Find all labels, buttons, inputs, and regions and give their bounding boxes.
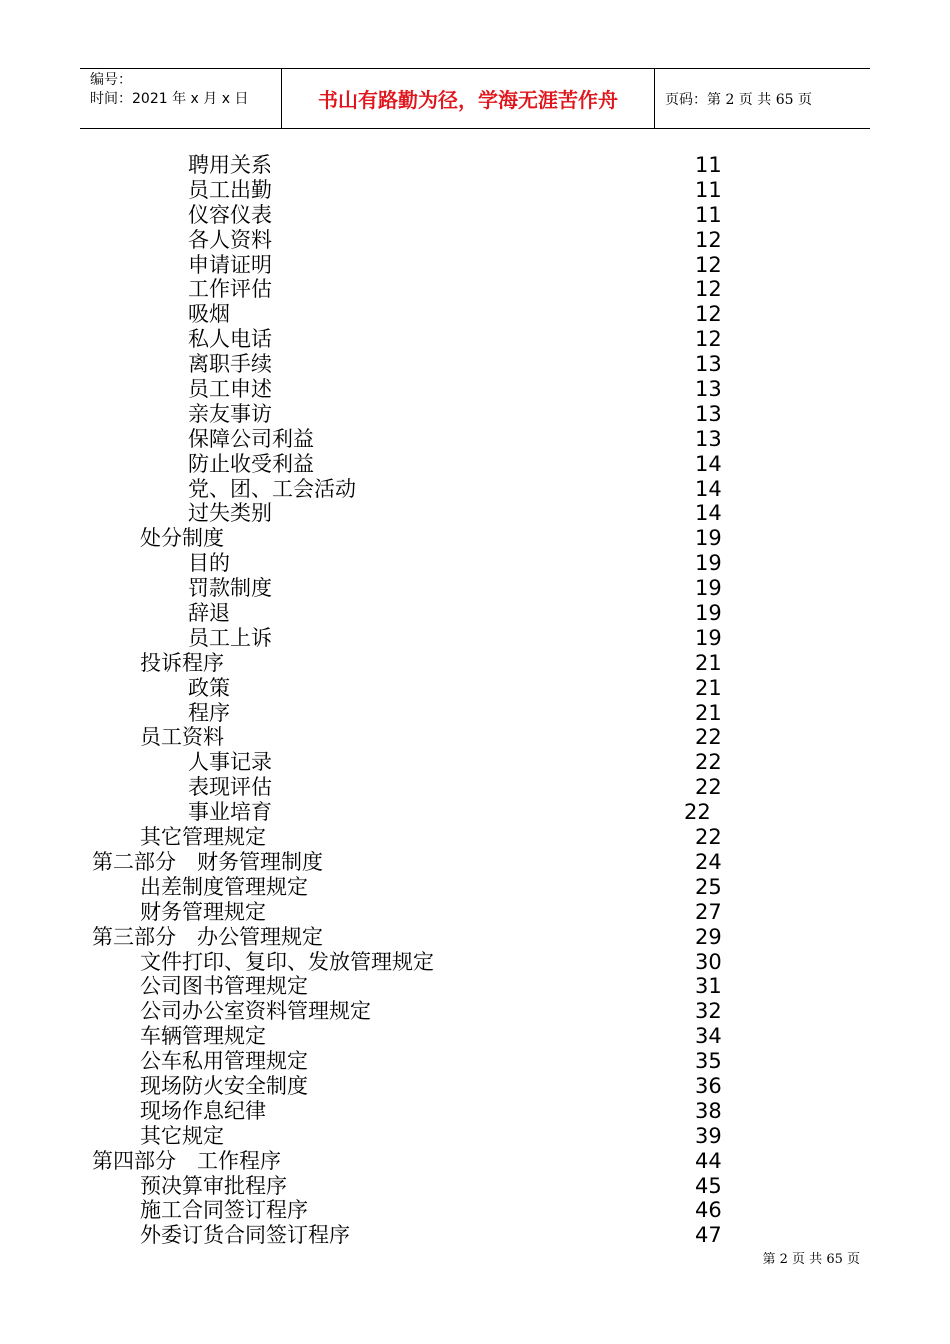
page-header (80, 68, 870, 129)
toc-entry-title: 亲友事访 (188, 401, 272, 426)
toc-entry-page: 19 (695, 625, 722, 650)
toc-entry-page: 21 (695, 700, 722, 725)
page-footer: 第 2 页 共 65 页 (762, 1252, 860, 1267)
toc-entry[interactable] (0, 800, 950, 825)
toc-entry[interactable] (0, 253, 950, 278)
document-number-label: 编号： (90, 72, 132, 88)
toc-entry[interactable] (0, 1024, 950, 1049)
toc-entry[interactable] (0, 427, 950, 452)
toc-entry-page: 11 (695, 177, 722, 202)
toc-entry[interactable] (0, 925, 950, 950)
toc-entry-title: 仪容仪表 (188, 202, 272, 227)
toc-entry-page: 25 (695, 874, 722, 899)
toc-entry[interactable] (0, 626, 950, 651)
toc-entry-title: 第四部分 工作程序 (92, 1148, 281, 1173)
toc-entry-page: 13 (695, 377, 722, 402)
header-slogan: 书山有路勤为径，学海无涯苦作舟 (282, 69, 655, 128)
toc-entry-title: 聘用关系 (188, 153, 272, 177)
toc-entry-page: 21 (695, 650, 722, 675)
toc-entry[interactable] (0, 178, 950, 203)
toc-entry-title: 人事记录 (188, 750, 272, 775)
toc-entry-title: 员工资料 (140, 725, 224, 750)
toc-entry-page: 46 (695, 1198, 722, 1223)
toc-entry[interactable] (0, 551, 950, 576)
toc-entry-title: 第二部分 财务管理制度 (92, 849, 323, 874)
toc-entry[interactable] (0, 1223, 950, 1248)
header-page-number: 页码：第 2 页 共 65 页 (665, 91, 812, 108)
toc-entry[interactable] (0, 850, 950, 875)
toc-entry-page: 45 (695, 1173, 722, 1198)
toc-entry-title: 处分制度 (140, 526, 224, 551)
toc-entry-page: 22 (684, 800, 711, 825)
toc-entry-title: 员工出勤 (188, 177, 272, 202)
toc-entry[interactable] (0, 452, 950, 477)
toc-entry[interactable] (0, 1049, 950, 1074)
toc-entry[interactable] (0, 526, 950, 551)
toc-entry[interactable] (0, 477, 950, 502)
toc-entry[interactable] (0, 153, 950, 178)
toc-entry-title: 文件打印、复印、发放管理规定 (140, 949, 434, 974)
toc-entry-title: 过失类别 (188, 501, 272, 526)
toc-entry-page: 12 (695, 302, 722, 327)
toc-entry[interactable] (0, 651, 950, 676)
toc-entry-page: 31 (695, 974, 722, 999)
toc-entry-page: 22 (695, 825, 722, 850)
toc-entry-title: 第三部分 办公管理规定 (92, 924, 323, 949)
toc-entry[interactable] (0, 1074, 950, 1099)
toc-entry-page: 24 (695, 849, 722, 874)
toc-entry-page: 12 (695, 252, 722, 277)
toc-entry-page: 44 (695, 1148, 722, 1173)
toc-entry-title: 其它管理规定 (140, 825, 266, 850)
toc-entry-page: 35 (695, 1049, 722, 1074)
toc-entry[interactable] (0, 701, 950, 726)
toc-entry-title: 员工申述 (188, 377, 272, 402)
toc-entry[interactable] (0, 775, 950, 800)
toc-entry-title: 吸烟 (188, 302, 230, 327)
toc-entry[interactable] (0, 950, 950, 975)
toc-entry-title: 保障公司利益 (188, 426, 314, 451)
toc-entry-page: 11 (695, 202, 722, 227)
toc-entry-page: 30 (695, 949, 722, 974)
toc-entry-title: 罚款制度 (188, 576, 272, 601)
toc-entry-title: 现场防火安全制度 (140, 1073, 308, 1098)
toc-entry-title: 申请证明 (188, 252, 272, 277)
toc-entry-page: 14 (695, 451, 722, 476)
toc-entry[interactable] (0, 900, 950, 925)
toc-entry-page: 14 (695, 476, 722, 501)
toc-entry-title: 目的 (188, 551, 230, 576)
toc-entry-page: 39 (695, 1123, 722, 1148)
toc-entry[interactable] (0, 974, 950, 999)
toc-entry-title: 防止收受利益 (188, 451, 314, 476)
toc-entry[interactable] (0, 377, 950, 402)
document-date: 时间：2021 年 x 月 x 日 (90, 91, 249, 107)
toc-entry-page: 19 (695, 601, 722, 626)
toc-entry[interactable] (0, 402, 950, 427)
toc-entry-page: 38 (695, 1098, 722, 1123)
toc-entry[interactable] (0, 999, 950, 1024)
toc-entry-page: 14 (695, 501, 722, 526)
toc-entry-page: 34 (695, 1024, 722, 1049)
toc-entry[interactable] (0, 277, 950, 302)
toc-entry-page: 22 (695, 775, 722, 800)
toc-entry-title: 政策 (188, 675, 230, 700)
toc-entry-title: 外委订货合同签订程序 (140, 1223, 350, 1248)
toc-entry-page: 22 (695, 725, 722, 750)
toc-entry-title: 其它规定 (140, 1123, 224, 1148)
toc-entry-title: 投诉程序 (140, 650, 224, 675)
toc-entry-title: 离职手续 (188, 352, 272, 377)
toc-entry[interactable] (0, 725, 950, 750)
toc-entry-page: 36 (695, 1073, 722, 1098)
toc-entry[interactable] (0, 327, 950, 352)
toc-entry-page: 13 (695, 426, 722, 451)
toc-entry-title: 公司办公室资料管理规定 (140, 999, 371, 1024)
toc-entry-title: 车辆管理规定 (140, 1024, 266, 1049)
toc-entry-page: 32 (695, 999, 722, 1024)
toc-entry-title: 预决算审批程序 (140, 1173, 287, 1198)
table-of-contents (0, 153, 950, 1248)
toc-entry-page: 21 (695, 675, 722, 700)
toc-entry-page: 13 (695, 401, 722, 426)
toc-entry-title: 施工合同签订程序 (140, 1198, 308, 1223)
toc-entry-page: 12 (695, 227, 722, 252)
toc-entry-title: 各人资料 (188, 227, 272, 252)
toc-entry[interactable] (0, 302, 950, 327)
toc-entry[interactable] (0, 1099, 950, 1124)
toc-entry[interactable] (0, 501, 950, 526)
toc-entry-title: 党、团、工会活动 (188, 476, 356, 501)
toc-entry-page: 12 (695, 277, 722, 302)
toc-entry-title: 私人电话 (188, 327, 272, 352)
toc-entry-title: 员工上诉 (188, 625, 272, 650)
toc-entry-title: 财务管理规定 (140, 899, 266, 924)
toc-entry[interactable] (0, 601, 950, 626)
toc-entry[interactable] (0, 576, 950, 601)
toc-entry[interactable] (0, 352, 950, 377)
toc-entry-title: 公司图书管理规定 (140, 974, 308, 999)
toc-entry-page: 19 (695, 551, 722, 576)
toc-entry-page: 19 (695, 526, 722, 551)
toc-entry-title: 程序 (188, 700, 230, 725)
toc-entry-title: 表现评估 (188, 775, 272, 800)
toc-entry-page: 19 (695, 576, 722, 601)
toc-entry[interactable] (0, 825, 950, 850)
toc-entry[interactable] (0, 875, 950, 900)
toc-entry[interactable] (0, 1149, 950, 1174)
toc-entry-title: 辞退 (188, 601, 230, 626)
toc-entry-title: 公车私用管理规定 (140, 1049, 308, 1074)
toc-entry-title: 事业培育 (188, 800, 272, 825)
toc-entry-page: 13 (695, 352, 722, 377)
toc-entry[interactable] (0, 1198, 950, 1223)
toc-entry[interactable] (0, 1174, 950, 1199)
toc-entry-title: 出差制度管理规定 (140, 874, 308, 899)
toc-entry-page: 11 (695, 153, 722, 177)
toc-entry[interactable] (0, 203, 950, 228)
toc-entry-page: 12 (695, 327, 722, 352)
toc-entry[interactable] (0, 676, 950, 701)
toc-entry[interactable] (0, 750, 950, 775)
toc-entry-page: 47 (695, 1223, 722, 1248)
toc-entry-page: 22 (695, 750, 722, 775)
header-meta (80, 69, 282, 128)
toc-entry-page: 29 (695, 924, 722, 949)
toc-entry[interactable] (0, 1124, 950, 1149)
toc-entry-title: 工作评估 (188, 277, 272, 302)
toc-entry-title: 现场作息纪律 (140, 1098, 266, 1123)
toc-entry[interactable] (0, 228, 950, 253)
toc-entry-page: 27 (695, 899, 722, 924)
